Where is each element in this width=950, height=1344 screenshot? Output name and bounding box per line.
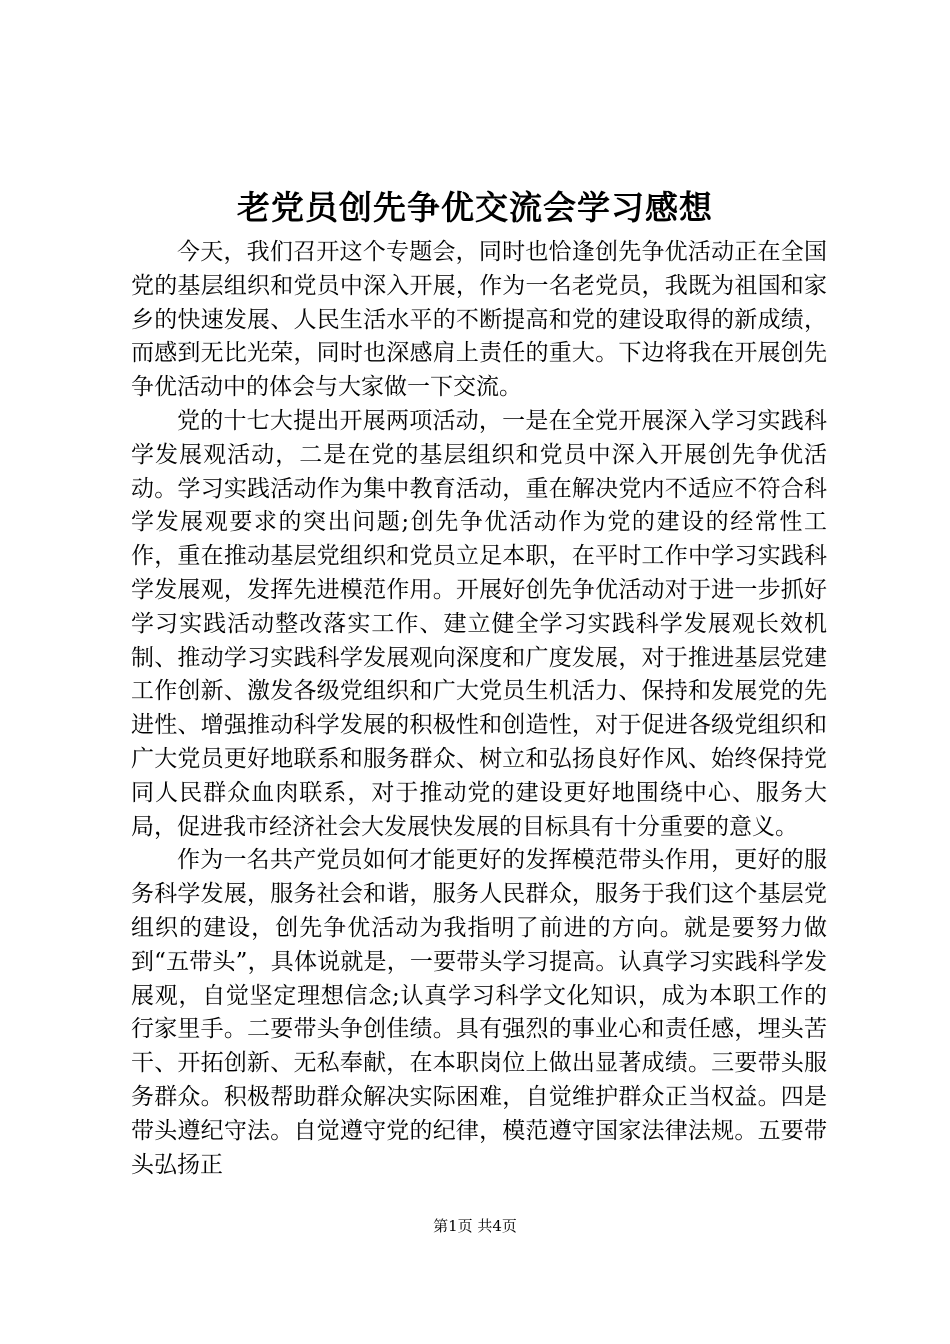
page-number-footer: 第1页 共4页: [433, 1217, 517, 1235]
document-title: 老党员创先争优交流会学习感想: [237, 188, 713, 227]
document-body: [131, 236, 827, 1184]
paragraph-1: 今天，我们召开这个专题会，同时也恰逢创先争优活动正在全国党的基层组织和党员中深入开展，作为一名老党员，我既为祖国和家乡的快速发展、人民生活水平的不断提高和党的建设取得的新成绩，而感到无比光荣，同时也深感肩上责任的重大。下边将我在开展创先争优活动中的体会与大家做一下交流。: [131, 239, 827, 401]
paragraph-3: 作为一名共产党员如何才能更好的发挥模范带头作用，更好的服务科学发展，服务社会和谐，服务人民群众，服务于我们这个基层党组织的建设，创先争优活动为我指明了前进的方向。就是要努力做到“五带头”，具体说就是，一要带头学习提高。认真学习实践科学发展观，自觉坚定理想信念;认真学习科学文化知识，成为本职工作的行家里手。二要带头争创佳绩。具有强烈的事业心和责任感，埋头苦干、开拓创新、无私奉献，在本职岗位上做出显著成绩。三要带头服务群众。积极帮助群众解决实际困难，自觉维护群众正当权益。四是带头遵纪守法。自觉遵守党的纪律，模范遵守国家法律法规。五要带头弘扬正: [131, 847, 827, 1178]
paragraph-2: 党的十七大提出开展两项活动，一是在全党开展深入学习实践科学发展观活动，二是在党的基层组织和党员中深入开展创先争优活动。学习实践活动作为集中教育活动，重在解决党内不适应不符合科学发展观要求的突出问题;创先争优活动作为党的建设的经常性工作，重在推动基层党组织和党员立足本职，在平时工作中学习实践科学发展观，发挥先进模范作用。开展好创先争优活动对于进一步抓好学习实践活动整改落实工作、建立健全学习实践科学发展观长效机制、推动学习实践科学发展观向深度和广度发展，对于推进基层党建工作创新、激发各级党组织和广大党员生机活力、保持和发展党的先进性、增强推动科学发展的积极性和创造性，对于促进各级党组织和广大党员更好地联系和服务群众、树立和弘扬良好作风、始终保持党同人民群众血肉联系，对于推动党的建设更好地围绕中心、服务大局，促进我市经济社会大发展快发展的目标具有十分重要的意义。: [131, 407, 827, 840]
